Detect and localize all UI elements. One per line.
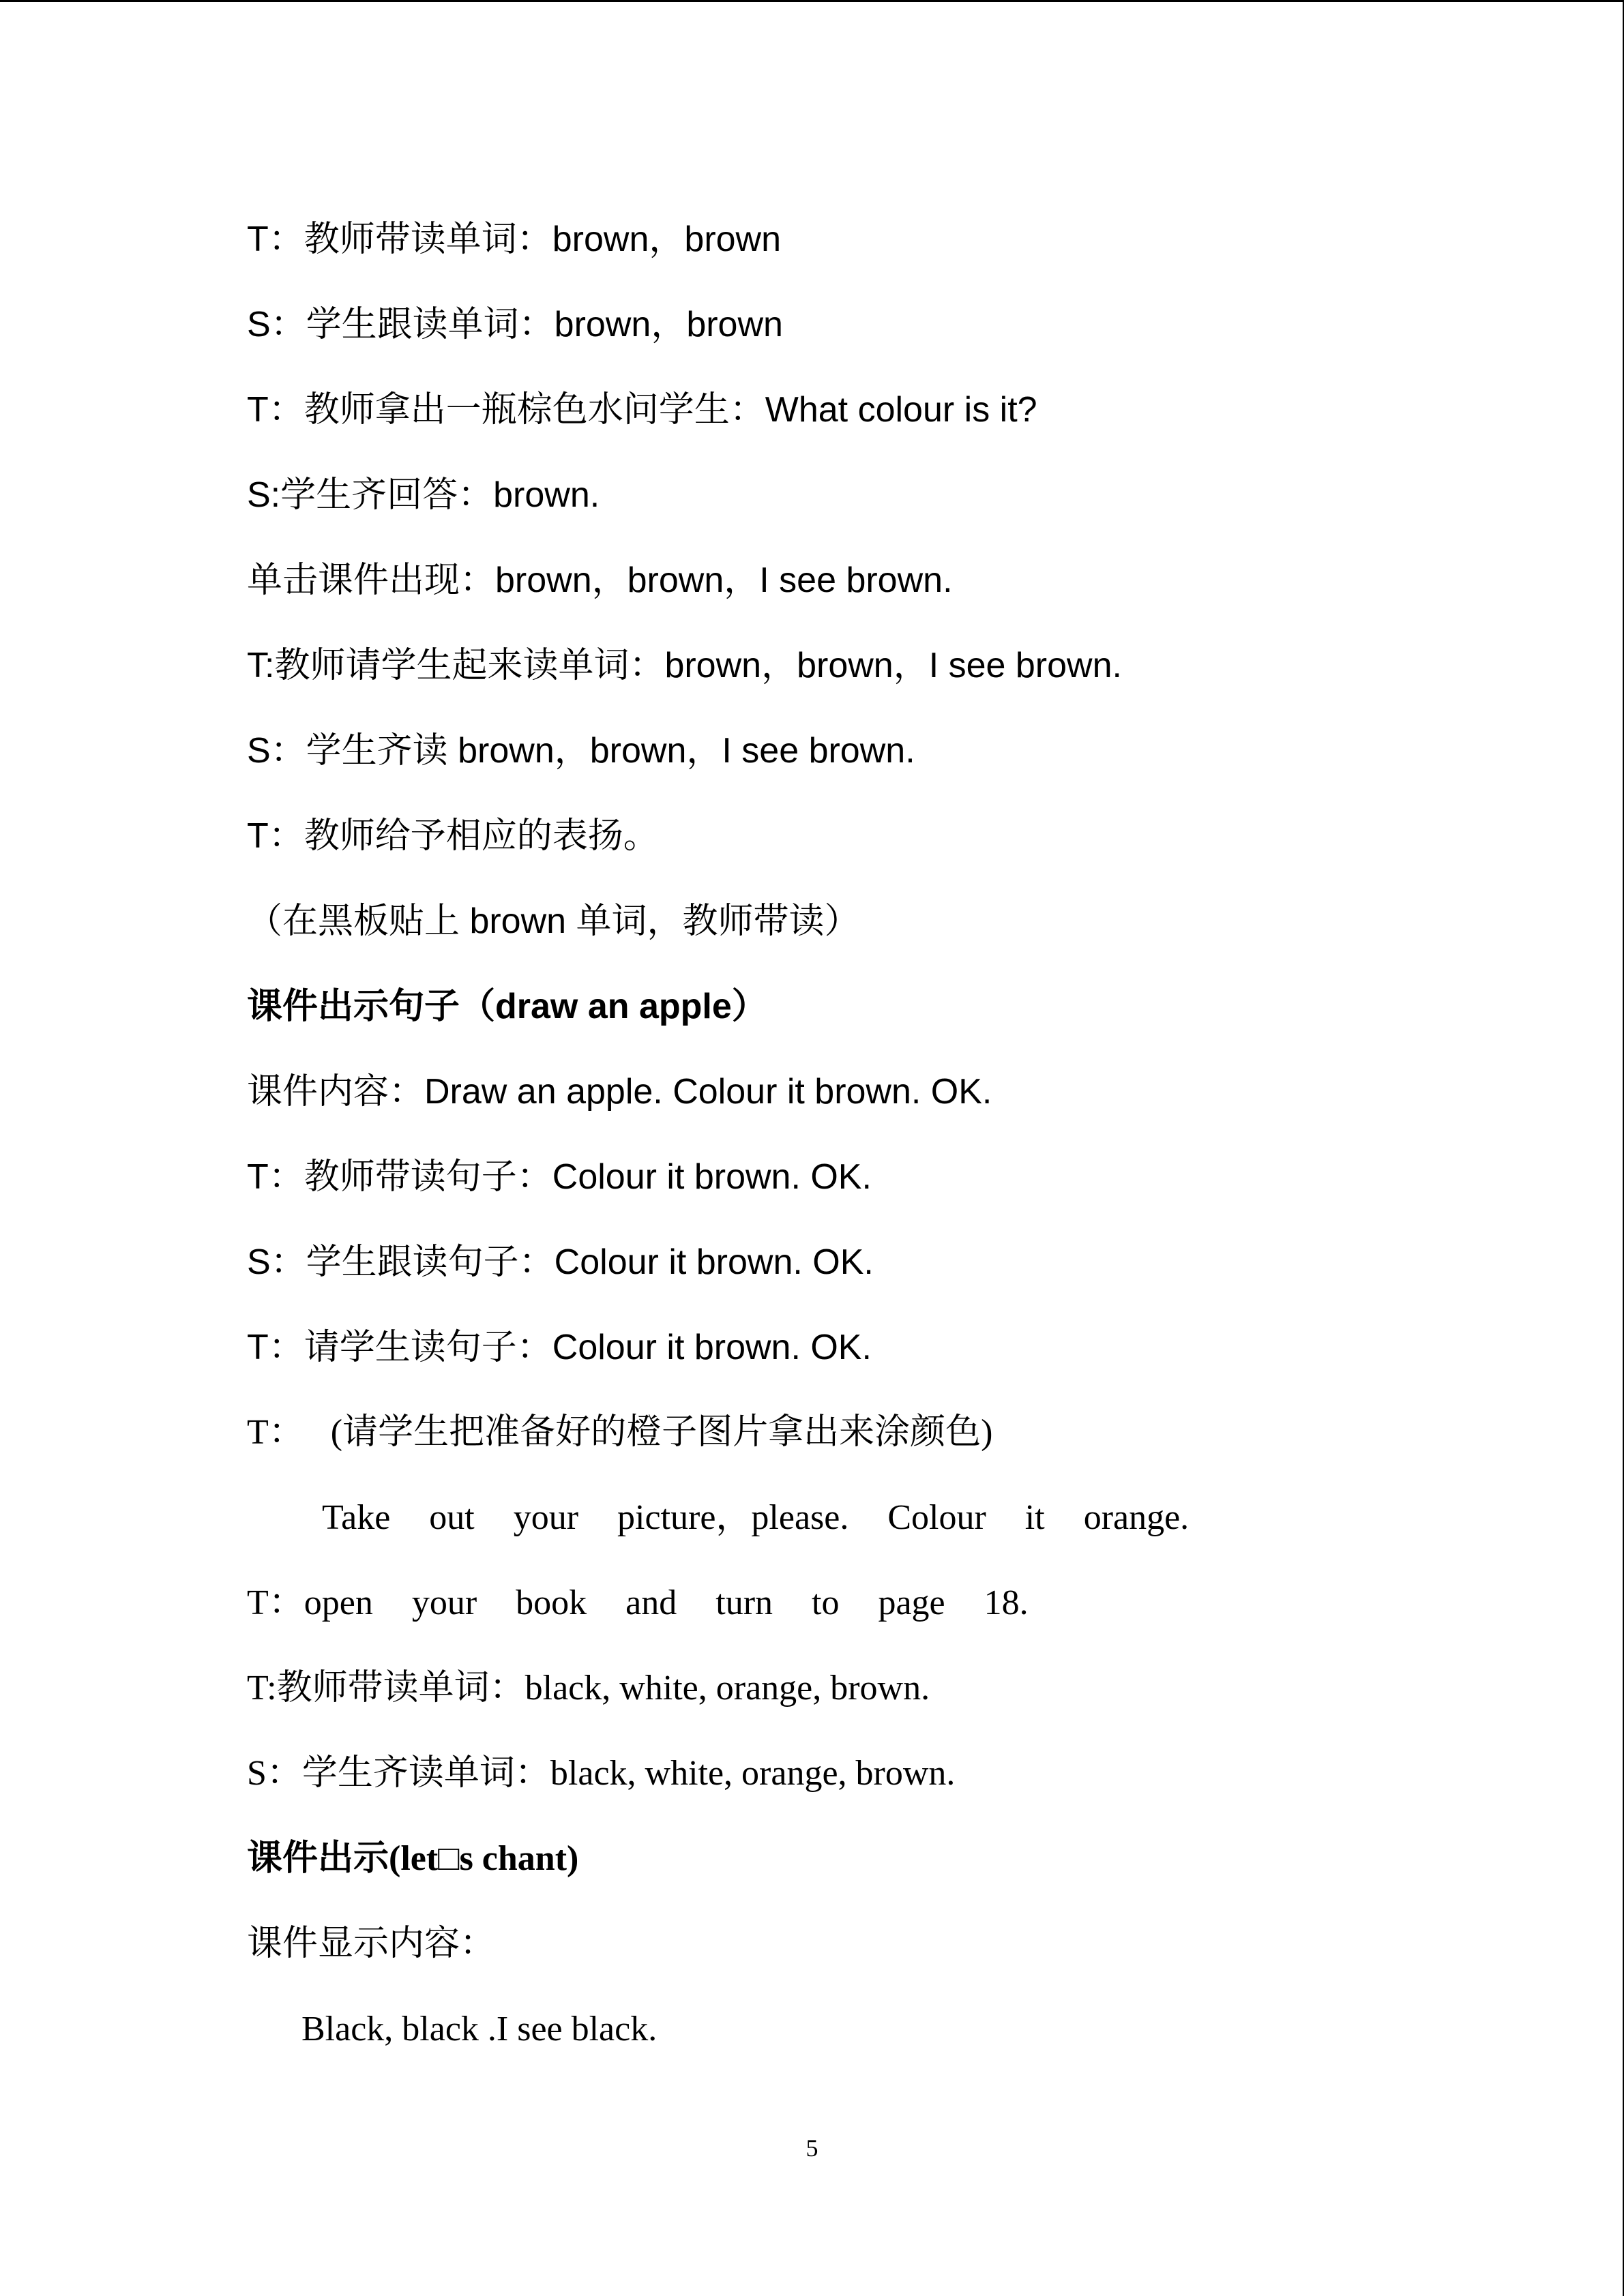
- text-line: T:教师带读单词：black, white, orange, brown.: [247, 1669, 930, 1708]
- text-line-indented: Take out your picture，please. Colour it orange.: [322, 1498, 1190, 1537]
- text-line: S：学生齐读 brown，brown，I see brown.: [247, 731, 915, 771]
- text-line: S:学生齐回答：brown.: [247, 475, 600, 515]
- page-number: 5: [806, 2134, 818, 2162]
- text-line: T：教师给予相应的表扬。: [247, 816, 659, 856]
- section-heading: 课件出示句子（draw an apple）: [247, 987, 767, 1026]
- page-top-border: [0, 0, 1624, 2]
- text-line: T：教师拿出一瓶棕色水问学生：What colour is it?: [247, 390, 1037, 430]
- text-line-indented: Black, black .I see black.: [301, 2010, 658, 2048]
- section-heading: 课件出示(let□s chant): [247, 1839, 579, 1878]
- text-line: S：学生跟读句子：Colour it brown. OK.: [247, 1242, 874, 1282]
- text-line: T：open your book and turn to page 18.: [247, 1583, 1029, 1622]
- text-line: T：请学生读句子：Colour it brown. OK.: [247, 1328, 872, 1367]
- text-line: T:教师请学生起来读单词：brown，brown，I see brown.: [247, 646, 1122, 685]
- text-line: 课件显示内容：: [247, 1924, 496, 1963]
- text-line: S：学生齐读单词：black, white, orange, brown.: [247, 1754, 956, 1793]
- text-line: T：教师带读句子：Colour it brown. OK.: [247, 1157, 872, 1197]
- text-line: 课件内容：Draw an apple. Colour it brown. OK.: [247, 1072, 992, 1112]
- text-line: 单击课件出现：brown，brown，I see brown.: [247, 561, 953, 600]
- text-line: S：学生跟读单词：brown，brown: [247, 305, 783, 344]
- text-line: T：教师带读单词：brown，brown: [247, 220, 782, 259]
- text-line: T： (请学生把准备好的橙子图片拿出来涂颜色): [247, 1413, 993, 1452]
- text-line: （在黑板贴上 brown 单词，教师带读）: [247, 901, 860, 941]
